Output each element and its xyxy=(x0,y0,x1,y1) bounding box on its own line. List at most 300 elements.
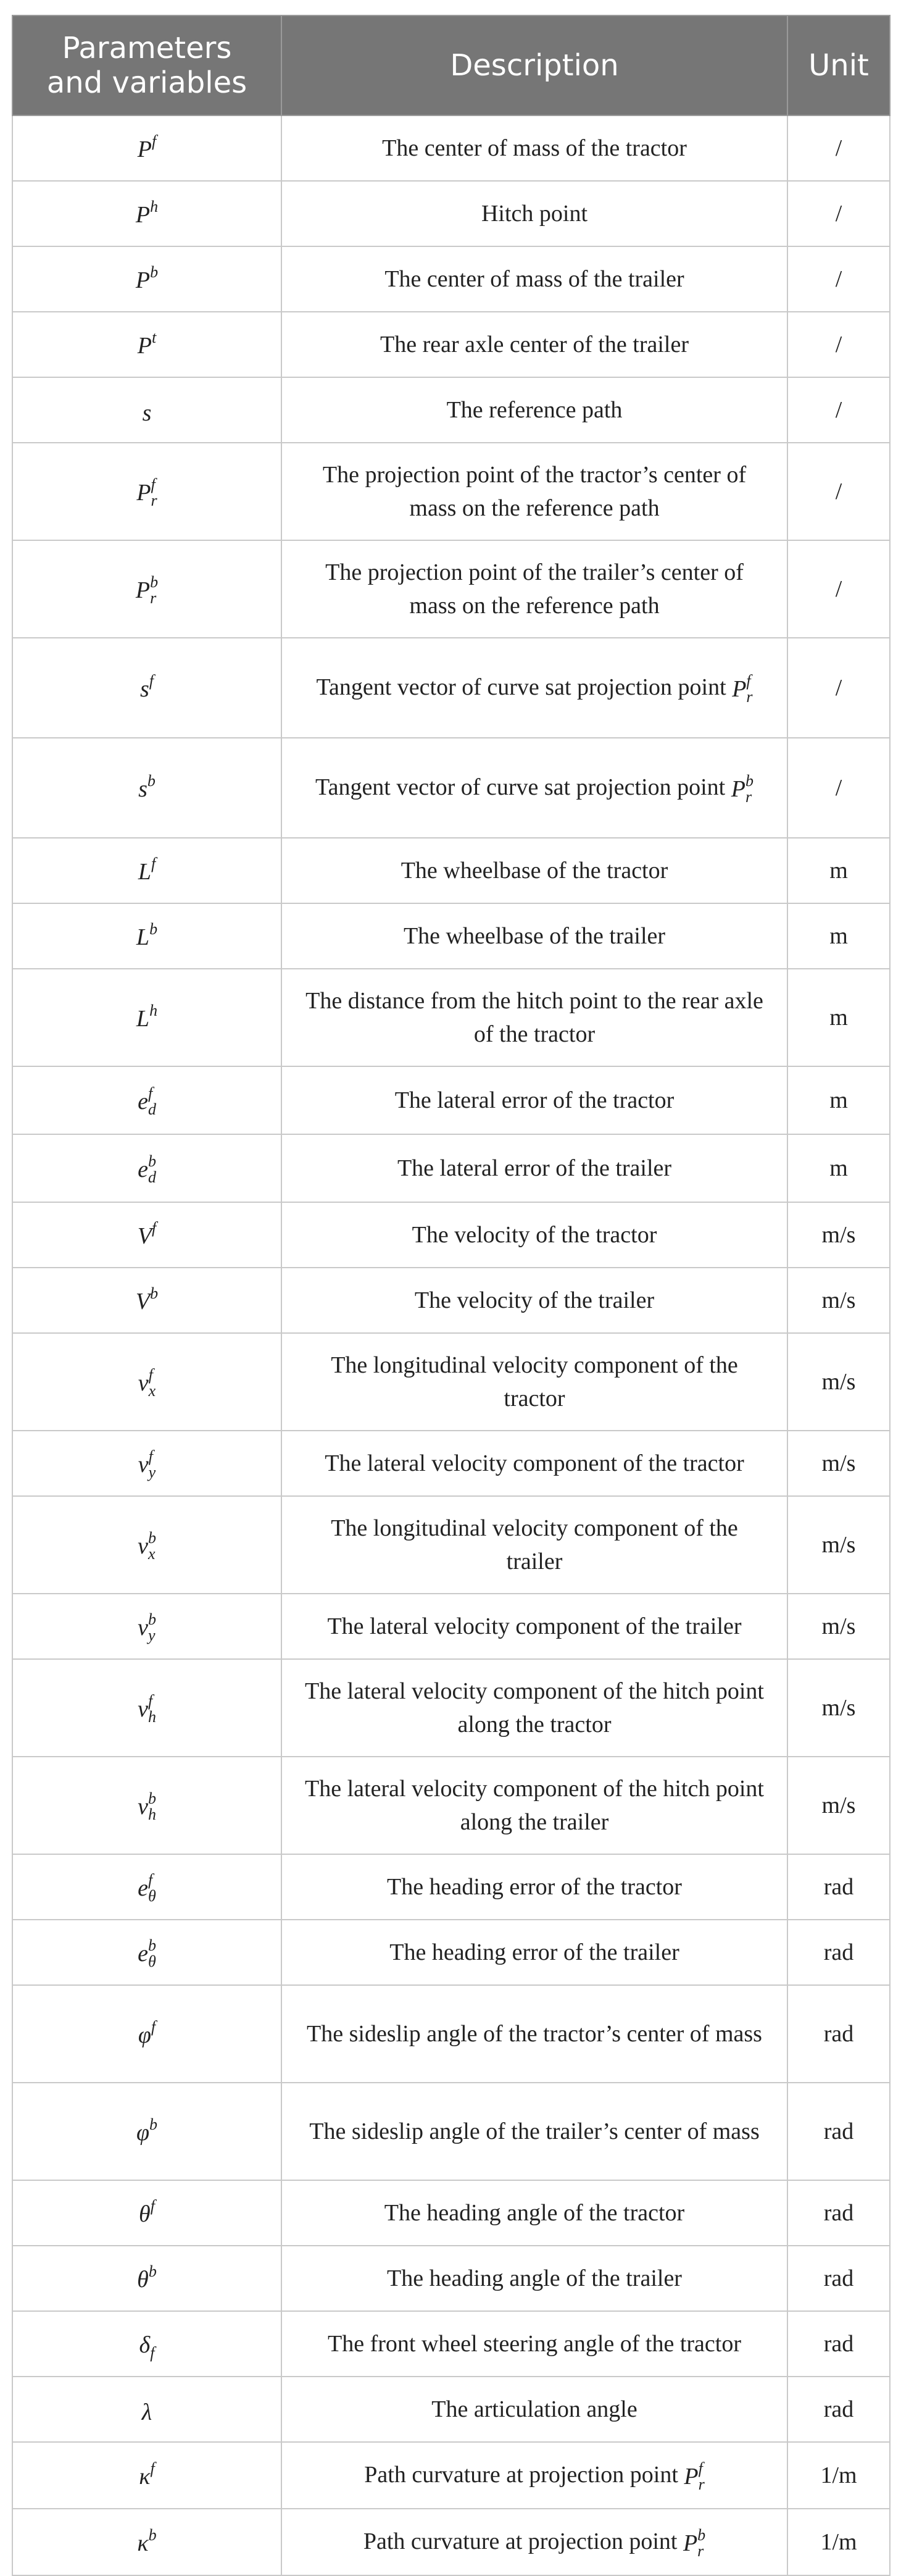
math-symbol xyxy=(138,2019,156,2051)
parameter-description xyxy=(281,738,787,838)
parameter-symbol xyxy=(12,115,281,181)
description-text: The front wheel steering angle of the tractor xyxy=(328,2331,741,2357)
parameter-symbol xyxy=(12,2377,281,2442)
math-symbol xyxy=(138,856,156,888)
table-row xyxy=(12,312,890,377)
math-symbol xyxy=(138,1791,156,1823)
table-row xyxy=(12,1066,890,1134)
symbol-subscript xyxy=(152,346,156,362)
symbol-superscript: b xyxy=(148,2262,157,2281)
description-text: Path curvature at projection point xyxy=(363,2528,678,2554)
parameters-table xyxy=(12,15,891,2576)
math-symbol xyxy=(137,2264,157,2296)
symbol-superscript: f xyxy=(148,1447,153,1466)
parameter-unit: rad xyxy=(787,2083,890,2180)
math-symbol xyxy=(684,2461,704,2493)
symbol-superscript: f xyxy=(698,2459,703,2478)
table-row xyxy=(12,1854,890,1920)
description-text: The lateral velocity component of the tractor xyxy=(325,1450,744,1476)
description-text: The heading error of the tractor xyxy=(387,1874,682,1900)
header-unit: Unit xyxy=(787,15,890,115)
parameter-description xyxy=(281,181,787,246)
symbol-base: δ xyxy=(139,2332,151,2359)
parameter-unit: / xyxy=(787,246,890,312)
symbol-superscript: f xyxy=(150,2459,155,2478)
header-row xyxy=(12,15,890,115)
symbol-subscript xyxy=(150,1302,158,1318)
symbol-subscript: x xyxy=(148,1382,156,1400)
parameter-unit: m/s xyxy=(787,1659,890,1757)
symbol-base: P xyxy=(683,2530,698,2557)
math-symbol xyxy=(138,330,156,362)
table-row xyxy=(12,246,890,312)
symbol-superscript: b xyxy=(149,920,158,939)
description-text: The lateral velocity component of the trailer xyxy=(327,1613,742,1639)
parameter-symbol xyxy=(12,1431,281,1496)
description-text: The heading angle of the trailer xyxy=(387,2265,682,2291)
table-row xyxy=(12,1985,890,2083)
symbol-subscript: r xyxy=(745,788,752,806)
symbol-base: θ xyxy=(139,2201,151,2228)
parameter-unit: m/s xyxy=(787,1594,890,1659)
table-row xyxy=(12,540,890,638)
symbol-base: e xyxy=(138,1156,148,1183)
parameter-unit: rad xyxy=(787,2180,890,2246)
symbol-base: L xyxy=(138,859,151,885)
symbol-subscript: d xyxy=(147,1100,156,1119)
symbol-superscript: f xyxy=(150,2197,155,2215)
symbol-subscript: θ xyxy=(148,1887,156,1905)
table-row xyxy=(12,638,890,738)
table-row xyxy=(12,2311,890,2377)
parameter-unit: m xyxy=(787,903,890,969)
symbol-base: L xyxy=(136,924,150,951)
symbol-base: P xyxy=(684,2464,699,2490)
math-symbol xyxy=(138,1530,156,1562)
parameter-symbol xyxy=(12,838,281,903)
symbol-superscript: b xyxy=(150,573,159,592)
parameter-symbol xyxy=(12,443,281,540)
symbol-base: v xyxy=(138,1533,148,1560)
parameter-symbol xyxy=(12,638,281,738)
symbol-base: V xyxy=(135,1289,151,1315)
parameter-unit: m/s xyxy=(787,1757,890,1854)
parameter-unit: m xyxy=(787,969,890,1066)
parameter-symbol xyxy=(12,738,281,838)
symbol-subscript: r xyxy=(697,2542,704,2561)
parameter-unit: m/s xyxy=(787,1202,890,1268)
table-row xyxy=(12,2509,890,2575)
parameter-unit: rad xyxy=(787,2377,890,2442)
math-symbol xyxy=(138,1938,156,1970)
parameter-symbol xyxy=(12,1985,281,2083)
symbol-subscript: h xyxy=(147,1708,156,1726)
description-text: Path curvature at projection point xyxy=(364,2461,678,2488)
symbol-base: P xyxy=(135,202,151,228)
symbol-superscript: b xyxy=(147,1610,156,1629)
parameter-symbol xyxy=(12,181,281,246)
table-row xyxy=(12,2246,890,2311)
math-symbol xyxy=(136,921,157,953)
symbol-superscript: h xyxy=(149,1002,158,1020)
table-row xyxy=(12,1757,890,1854)
description-text: The sideslip angle of the tractor’s center of mass xyxy=(307,2021,762,2047)
parameter-unit: rad xyxy=(787,2246,890,2311)
table-body xyxy=(12,115,890,2575)
parameter-description xyxy=(281,1496,787,1594)
symbol-base: v xyxy=(138,1452,149,1478)
symbol-base: s xyxy=(139,676,149,703)
description-text: Tangent vector of curve sat projection point xyxy=(316,674,726,700)
symbol-superscript: f xyxy=(746,672,751,690)
table-row xyxy=(12,1333,890,1431)
parameter-description xyxy=(281,1594,787,1659)
symbol-subscript xyxy=(149,2280,157,2296)
parameter-symbol xyxy=(12,377,281,443)
math-symbol xyxy=(139,2461,154,2493)
table-row xyxy=(12,443,890,540)
symbol-superscript: t xyxy=(151,328,157,347)
parameter-description xyxy=(281,1431,787,1496)
parameter-description xyxy=(281,377,787,443)
parameter-description xyxy=(281,638,787,738)
parameter-description xyxy=(281,2083,787,2180)
parameter-unit: m/s xyxy=(787,1431,890,1496)
math-symbol xyxy=(683,2527,705,2559)
parameter-unit: rad xyxy=(787,1854,890,1920)
symbol-base: κ xyxy=(139,2464,151,2490)
math-symbol xyxy=(731,773,754,805)
symbol-superscript: b xyxy=(147,772,156,790)
parameter-description xyxy=(281,1202,787,1268)
symbol-subscript: x xyxy=(147,1545,156,1563)
symbol-superscript: f xyxy=(151,132,157,151)
table-row xyxy=(12,115,890,181)
parameter-description xyxy=(281,838,787,903)
parameter-symbol xyxy=(12,1854,281,1920)
symbol-superscript: f xyxy=(149,672,154,690)
symbol-superscript: f xyxy=(151,2018,156,2036)
symbol-subscript: y xyxy=(147,1626,156,1645)
header-description: Description xyxy=(281,15,787,115)
symbol-superscript: f xyxy=(151,475,156,494)
math-symbol xyxy=(136,2117,157,2149)
symbol-subscript xyxy=(149,689,154,705)
math-symbol xyxy=(138,1693,156,1725)
math-symbol xyxy=(138,1085,156,1118)
table-row xyxy=(12,1268,890,1333)
parameter-symbol xyxy=(12,1268,281,1333)
description-text: The lateral error of the trailer xyxy=(397,1155,672,1181)
parameter-description xyxy=(281,2509,787,2575)
symbol-base: v xyxy=(138,1615,148,1641)
table-row xyxy=(12,2377,890,2442)
description-text: The projection point of the tractor’s center of mass on the reference path xyxy=(322,462,747,521)
parameter-symbol xyxy=(12,1496,281,1594)
parameter-description xyxy=(281,540,787,638)
description-text: The wheelbase of the tractor xyxy=(401,858,668,884)
parameter-unit: m/s xyxy=(787,1333,890,1431)
description-text: The sideslip angle of the trailer’s center of mass xyxy=(309,2118,760,2144)
symbol-subscript xyxy=(152,1236,156,1252)
table-row xyxy=(12,1594,890,1659)
math-symbol xyxy=(139,2329,155,2361)
parameter-unit: / xyxy=(787,540,890,638)
parameter-symbol xyxy=(12,1594,281,1659)
symbol-base: P xyxy=(135,267,151,294)
parameter-symbol xyxy=(12,246,281,312)
symbol-subscript: h xyxy=(147,1805,156,1824)
symbol-subscript: y xyxy=(148,1463,156,1482)
math-symbol xyxy=(138,1220,156,1252)
symbol-superscript: b xyxy=(147,1936,156,1955)
math-symbol xyxy=(142,2399,152,2424)
symbol-base: e xyxy=(138,1875,149,1902)
symbol-subscript xyxy=(147,789,156,805)
table-row xyxy=(12,738,890,838)
symbol-subscript xyxy=(149,2133,157,2149)
parameter-symbol xyxy=(12,2180,281,2246)
math-symbol xyxy=(138,1612,156,1644)
symbol-subscript xyxy=(151,2477,155,2493)
symbol-superscript: b xyxy=(148,2526,157,2545)
symbol-subscript xyxy=(149,937,157,953)
parameter-description xyxy=(281,2311,787,2377)
symbol-subscript: r xyxy=(150,589,157,608)
symbol-base: P xyxy=(731,776,745,803)
symbol-subscript xyxy=(151,2214,155,2230)
symbol-superscript: b xyxy=(150,263,159,282)
description-text: The velocity of the trailer xyxy=(414,1287,655,1313)
table-row xyxy=(12,2442,890,2509)
math-symbol xyxy=(138,1872,156,1904)
parameter-unit: m/s xyxy=(787,1496,890,1594)
description-text: The heading error of the trailer xyxy=(389,1939,679,1965)
symbol-subscript xyxy=(149,2543,157,2559)
parameter-description xyxy=(281,1659,787,1757)
parameter-unit: / xyxy=(787,312,890,377)
description-text: The center of mass of the tractor xyxy=(382,135,687,161)
parameter-unit: m xyxy=(787,838,890,903)
symbol-subscript: θ xyxy=(147,1952,156,1971)
math-symbol xyxy=(143,399,152,425)
description-text: The longitudinal velocity component of the trailer xyxy=(331,1515,738,1574)
math-symbol xyxy=(138,1367,156,1399)
table-row xyxy=(12,1202,890,1268)
parameter-unit: rad xyxy=(787,1985,890,2083)
parameter-unit: / xyxy=(787,738,890,838)
symbol-subscript xyxy=(151,872,156,888)
description-text: The lateral velocity component of the hitch point along the tractor xyxy=(305,1678,764,1738)
symbol-base: s xyxy=(142,399,152,426)
description-text: The rear axle center of the trailer xyxy=(380,332,689,358)
symbol-subscript: r xyxy=(746,688,753,706)
description-text: The longitudinal velocity component of the tractor xyxy=(331,1352,738,1411)
parameter-description xyxy=(281,1134,787,1202)
symbol-base: P xyxy=(732,676,747,703)
math-symbol xyxy=(136,574,158,606)
parameter-symbol xyxy=(12,2246,281,2311)
symbol-base: φ xyxy=(138,2022,151,2049)
math-symbol xyxy=(137,2527,156,2559)
parameter-symbol xyxy=(12,903,281,969)
parameter-unit: / xyxy=(787,443,890,540)
parameter-description xyxy=(281,1333,787,1431)
table-row xyxy=(12,2083,890,2180)
symbol-subscript: d xyxy=(147,1168,156,1187)
symbol-base: e xyxy=(138,1941,148,1967)
description-text: The distance from the hitch point to the rear axle of the tractor xyxy=(305,988,763,1047)
symbol-superscript: f xyxy=(147,1692,153,1710)
parameter-description xyxy=(281,1066,787,1134)
parameter-symbol xyxy=(12,1066,281,1134)
parameter-unit: rad xyxy=(787,2311,890,2377)
parameter-description xyxy=(281,246,787,312)
parameter-description xyxy=(281,2246,787,2311)
parameter-symbol xyxy=(12,1920,281,1985)
table-row xyxy=(12,969,890,1066)
symbol-superscript: b xyxy=(150,1284,159,1303)
symbol-superscript: b xyxy=(147,1529,156,1547)
symbol-base: s xyxy=(138,776,147,803)
parameter-symbol xyxy=(12,2083,281,2180)
symbol-superscript: b xyxy=(147,1152,156,1171)
description-text: The center of mass of the trailer xyxy=(384,266,684,292)
math-symbol xyxy=(140,673,154,705)
parameter-symbol xyxy=(12,1333,281,1431)
parameter-description xyxy=(281,1985,787,2083)
symbol-subscript xyxy=(151,2035,156,2051)
symbol-superscript: f xyxy=(148,1871,153,1889)
table-row xyxy=(12,1659,890,1757)
table-row xyxy=(12,181,890,246)
symbol-base: κ xyxy=(137,2530,149,2557)
header-parameters: Parameters and variables xyxy=(12,15,281,115)
math-symbol xyxy=(139,2198,155,2230)
symbol-subscript xyxy=(150,215,158,231)
symbol-base: L xyxy=(136,1006,150,1032)
parameter-symbol xyxy=(12,1134,281,1202)
parameter-unit: / xyxy=(787,181,890,246)
parameter-unit: / xyxy=(787,115,890,181)
description-text: The lateral error of the tractor xyxy=(394,1087,675,1113)
symbol-subscript xyxy=(152,149,156,165)
parameter-description xyxy=(281,115,787,181)
table-row xyxy=(12,1134,890,1202)
symbol-base: θ xyxy=(137,2267,149,2293)
symbol-subscript: r xyxy=(698,2475,705,2494)
math-symbol xyxy=(138,1449,156,1481)
parameter-description xyxy=(281,903,787,969)
parameter-unit: rad xyxy=(787,1920,890,1985)
symbol-base: P xyxy=(137,136,152,163)
parameter-unit: / xyxy=(787,377,890,443)
table-row xyxy=(12,1496,890,1594)
description-text: The projection point of the trailer’s center of mass on the reference path xyxy=(325,559,744,619)
parameter-unit: 1/m xyxy=(787,2509,890,2575)
symbol-superscript: h xyxy=(150,198,159,216)
table-row xyxy=(12,1920,890,1985)
symbol-base: v xyxy=(138,1696,148,1723)
parameter-unit: 1/m xyxy=(787,2442,890,2509)
description-text: The heading angle of the tractor xyxy=(384,2200,685,2226)
symbol-base: v xyxy=(138,1794,148,1820)
math-symbol xyxy=(136,1286,158,1318)
parameter-unit: m/s xyxy=(787,1268,890,1333)
math-symbol xyxy=(136,477,157,509)
parameter-symbol xyxy=(12,1659,281,1757)
parameter-symbol xyxy=(12,2509,281,2575)
parameter-description xyxy=(281,969,787,1066)
symbol-base: P xyxy=(136,480,151,506)
table-header xyxy=(12,15,890,115)
symbol-base: λ xyxy=(141,2399,152,2425)
table-row xyxy=(12,377,890,443)
parameter-unit: m xyxy=(787,1134,890,1202)
symbol-subscript: f xyxy=(150,2344,155,2362)
parameter-description xyxy=(281,2377,787,2442)
parameter-unit: m xyxy=(787,1066,890,1134)
math-symbol xyxy=(138,773,156,805)
description-text: Hitch point xyxy=(481,201,588,227)
symbol-superscript: b xyxy=(149,2115,158,2134)
description-text: The lateral velocity component of the hitch point along the trailer xyxy=(305,1776,764,1835)
parameter-symbol xyxy=(12,1757,281,1854)
math-symbol xyxy=(136,199,158,231)
symbol-superscript: b xyxy=(147,1789,156,1808)
symbol-base: V xyxy=(137,1223,152,1250)
symbol-superscript: f xyxy=(148,1366,153,1384)
parameter-description xyxy=(281,1757,787,1854)
symbol-base: v xyxy=(138,1370,149,1397)
symbol-subscript: r xyxy=(151,491,157,510)
parameter-description xyxy=(281,2442,787,2509)
description-text: The reference path xyxy=(446,397,623,423)
symbol-subscript xyxy=(149,1019,157,1035)
table-row xyxy=(12,903,890,969)
symbol-base: P xyxy=(135,577,151,604)
description-text: The articulation angle xyxy=(431,2396,637,2422)
math-symbol xyxy=(138,1153,156,1186)
parameter-description xyxy=(281,2180,787,2246)
table-row xyxy=(12,2180,890,2246)
symbol-subscript xyxy=(150,280,158,296)
parameter-symbol xyxy=(12,312,281,377)
symbol-base: P xyxy=(137,333,152,359)
parameter-symbol xyxy=(12,2311,281,2377)
symbol-superscript xyxy=(150,2329,154,2345)
symbol-superscript: f xyxy=(151,1219,157,1237)
parameter-unit: / xyxy=(787,638,890,738)
parameter-symbol xyxy=(12,969,281,1066)
math-symbol xyxy=(136,1003,157,1035)
table-row xyxy=(12,1431,890,1496)
math-symbol xyxy=(732,673,752,705)
parameter-description xyxy=(281,1854,787,1920)
parameter-symbol xyxy=(12,540,281,638)
parameter-symbol xyxy=(12,2442,281,2509)
math-symbol xyxy=(138,133,156,165)
parameter-description xyxy=(281,443,787,540)
symbol-superscript: b xyxy=(697,2526,706,2545)
symbol-base: e xyxy=(138,1089,148,1115)
symbol-superscript: f xyxy=(151,855,156,873)
parameter-description xyxy=(281,1920,787,1985)
parameter-symbol xyxy=(12,1202,281,1268)
symbol-base: φ xyxy=(136,2120,150,2146)
parameter-description xyxy=(281,1268,787,1333)
description-text: Tangent vector of curve sat projection point xyxy=(315,774,726,800)
